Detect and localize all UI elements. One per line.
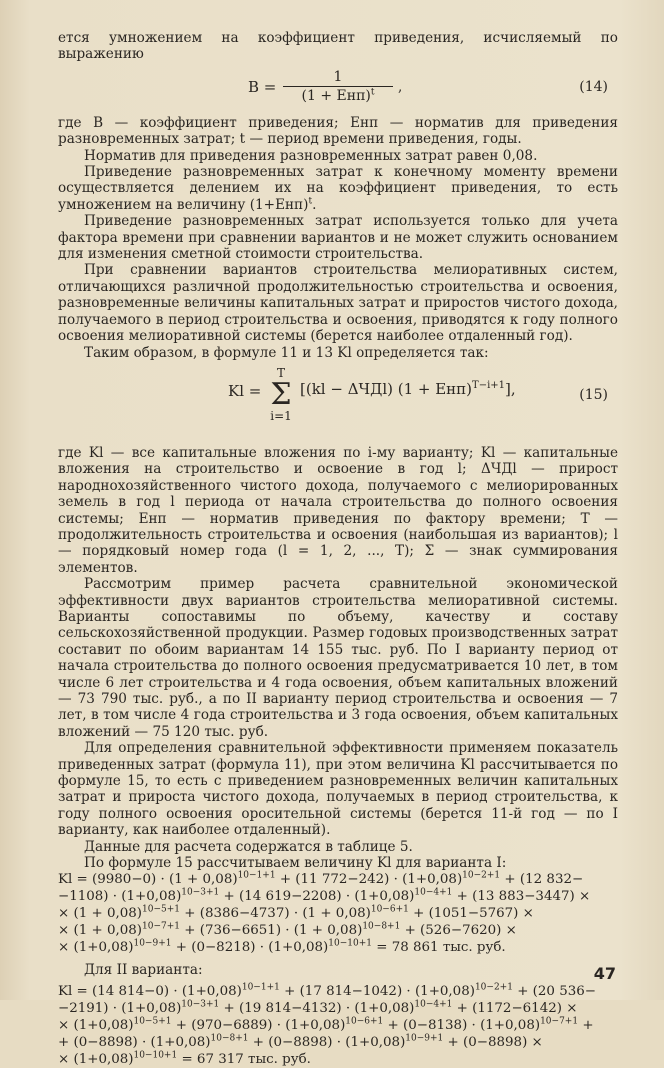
definition-15: где Kl — все капитальные вложения по i-му варианту; Kl — капитальные вложения на строительство и освоение в год l; ΔЧДl — прирост народнохозяйственного чистого дохода, получаемого с мелиорированных земель в год l периода от начала строительства до полного освоения системы; Eнп — норматив приведения по фактору времени; T — продолжительность строительства и освоения (наибольшая из вариантов); l — порядковый номер года (l = 1, 2, ..., T); Σ — знак суммирования элементов. bbox=[58, 444, 618, 576]
summation-bottom: i=1 bbox=[270, 408, 292, 423]
formula-14 bbox=[58, 69, 618, 109]
compare-paragraph: При сравнении вариантов строительства мелиоративных систем, отличающихся различной продолжительностью строительства и освоения, разновременные величины капитальных затрат и приростов чистого дохода, получаемого в период строительства и освоения, приводятся к году полного освоения мелиоративной системы (берется наиболее отдаленный год). bbox=[58, 262, 618, 345]
calc-variant-2 bbox=[58, 983, 618, 1068]
calc-line: × $(1 + 0,08)^{10-7+1} + (736-6651) \cdot (1 + 0,08)^{10-8+1} + (526-7620)$ × bbox=[58, 922, 517, 939]
formula-14-denominator bbox=[283, 87, 393, 104]
calc-line: $Kl = (9980-0) \cdot (1 + 0,08)^{10-1+1} + (11$ $772-242) \cdot (1+0,08)^{10-2+1} + (12$ 832− bbox=[58, 871, 584, 888]
formula-15-body-text: [(kl − ΔЧДl) (1 + Eнп) bbox=[300, 379, 473, 398]
norm-paragraph: Норматив для приведения разновременных затрат равен 0,08. bbox=[84, 147, 538, 164]
use-paragraph: Приведение разновременных затрат используется только для учета фактора времени при сравнении вариантов и не может служить основанием для изменения сметной стоимости строительства. bbox=[58, 213, 618, 263]
definition-14: где B — коэффициент приведения; Eнп — норматив для приведения разновременных затрат; t — период времени приведения, годы. bbox=[58, 114, 618, 148]
calc-line: Kl = (14 $814-0) \cdot (1+0,08)^{10-1+1} + (17$ $814-1042) \cdot (1+0,08)^{10-2+1} + (20$ 536− bbox=[58, 982, 596, 999]
formula-15-body bbox=[300, 381, 516, 397]
thus-paragraph: Таким образом, в формуле 11 и 13 Kl определяется так: bbox=[84, 344, 489, 361]
formula-15-exponent: T−i+1 bbox=[472, 379, 506, 391]
bring-exponent: t bbox=[308, 196, 313, 207]
summation bbox=[266, 367, 296, 423]
sigma-icon: Σ bbox=[270, 376, 292, 412]
formula-15 bbox=[58, 367, 618, 441]
determine-paragraph: Для определения сравнительной эффективности применяем показатель приведенных затрат (формула 11), при этом величина Kl рассчитывается по формуле 15, то есть с приведением разновременных величин капитальных затрат и прироста чистого дохода, получаемых в период строительства, к году полного освоения оросительной системы (берется 11-й год — по I варианту, как наиболее отдаленный). bbox=[58, 740, 618, 839]
formula-15-number: (15) bbox=[579, 386, 608, 403]
calc-line: × $(1+0,08)^{10-10+1} = 67$ 317 тыс. руб. bbox=[58, 1050, 311, 1067]
calc-variant-1 bbox=[58, 871, 618, 956]
formula-14-numerator: 1 bbox=[283, 69, 393, 87]
calc-line: × $(1+0,08)^{10-5+1} + (970-6889) \cdot (1+0,08)^{10-6+1} + (0-8138) \cdot (1+0,08)^{10-7+1}$ + bbox=[58, 1016, 594, 1033]
calc-line: + $(0-8898) \cdot (1+0,08)^{10-8+1} + (0-8898) \cdot (1+0,08)^{10-9+1} + (0-8898)$ × bbox=[58, 1033, 543, 1050]
page-number: 47 bbox=[593, 964, 616, 983]
calc-line: × $(1+0,08)^{10-9+1} + (0-8218) \cdot (1+0,08)^{10-10+1} = 78$ 861 тыс. руб. bbox=[58, 939, 506, 956]
page-content bbox=[58, 30, 618, 1068]
bring-paragraph bbox=[58, 164, 618, 213]
calc2-intro: Для II варианта: bbox=[84, 962, 203, 979]
calc-line: $-2191) \cdot (1+0,08)^{10-3+1} + (19$ $814-4132) \cdot (1+0,08)^{10-4+1} + (1172-6142)$ × bbox=[58, 999, 578, 1016]
formula-14-lhs: B = bbox=[248, 77, 277, 96]
formula-15-lhs: Kl = bbox=[228, 381, 262, 400]
bring-end: . bbox=[312, 196, 317, 213]
formula-14-tail: , bbox=[398, 78, 403, 95]
formula-15-close: ], bbox=[505, 379, 516, 398]
summation-top: T bbox=[276, 365, 285, 380]
calc-line: × $(1 + 0,08)^{10-5+1} + (8386-4737) \cdot (1 + 0,08)^{10-6+1} + (1051-5767)$ × bbox=[58, 905, 534, 922]
example-paragraph: Рассмотрим пример расчета сравнительной экономической эффективности двух вариантов строительства мелиоративной системы. Варианты сопоставимы по объему, качеству и составу сельскохозяйственной продукции. Размер годовых производственных затрат составит по обоим вариантам 14 155 тыс. руб. По I варианту период от начала строительства до полного освоения предусматривается 10 лет, в том числе 6 лет строительства и 4 года освоения, объем капитальных вложений — 73 790 тыс. руб., а по II варианту период строительства и освоения — 7 лет, в том числе 4 года строительства и 3 года освоения, объем капитальных вложений — 75 120 тыс. руб. bbox=[58, 576, 618, 740]
formula-14-den-exp: t bbox=[370, 87, 375, 98]
calc1-intro: По формуле 15 рассчитываем величину Kl для варианта I: bbox=[84, 855, 507, 872]
intro-line: ется умножением на коэффициент приведения, исчисляемый по выражению bbox=[58, 30, 618, 63]
formula-14-den-base: (1 + Eнп) bbox=[301, 88, 371, 105]
bring-text: Приведение разновременных затрат к конечному моменту времени осуществляется делением их на коэффициент приведения, то есть умножением на величину (1+Eнп) bbox=[58, 164, 618, 213]
calc-line: $-1108) \cdot (1+0,08)^{10-3+1} + (14$ $619-2208) \cdot (1+0,08)^{10-4+1} + (13$ 883−3447) × bbox=[58, 888, 591, 905]
formula-14-number: (14) bbox=[579, 78, 608, 95]
formula-14-fraction bbox=[283, 69, 393, 105]
data-paragraph: Данные для расчета содержатся в таблице 5. bbox=[84, 838, 413, 855]
